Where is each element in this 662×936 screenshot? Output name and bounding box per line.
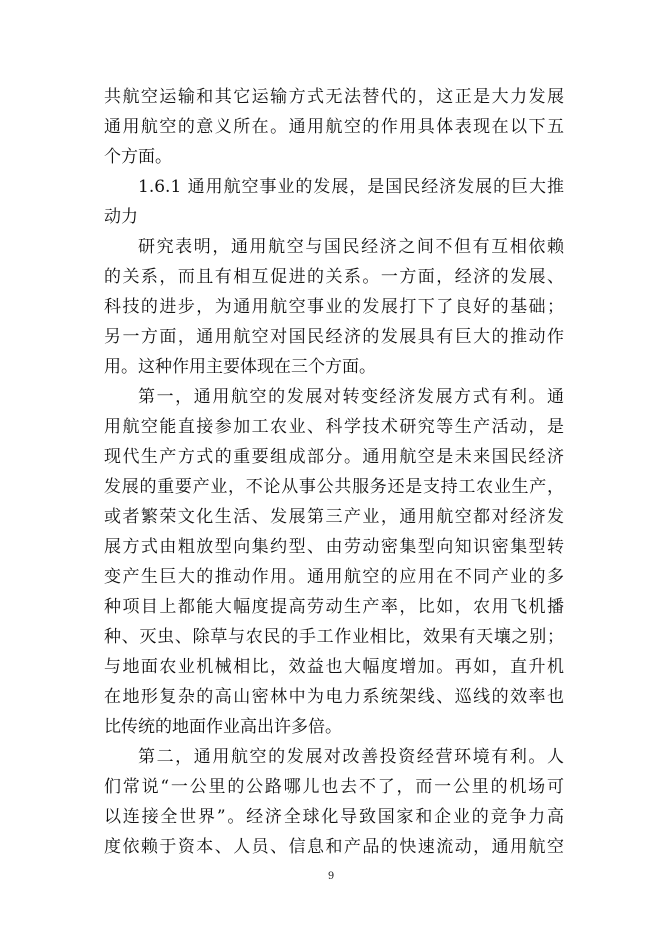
text-line: 与地面农业机械相比，效益也大幅度增加。再如，直升机 [104,657,564,677]
text-line: 通用航空的意义所在。通用航空的作用具体表现在以下五 [104,117,564,137]
text-line: 种、灭虫、除草与农民的手工作业相比，效果有天壤之别； [104,627,564,647]
text-line: 用航空能直接参加工农业、科学技术研究等生产活动，是 [104,417,564,437]
section-heading-line: 1.6.1 通用航空事业的发展，是国民经济发展的巨大推 [138,177,564,197]
section-heading-line: 动力 [104,207,138,227]
text-line: 或者繁荣文化生活、发展第三产业，通用航空都对经济发 [104,507,564,527]
text-line: 展方式由粗放型向集约型、由劳动密集型向知识密集型转 [104,537,564,557]
text-line: 用。这种作用主要体现在三个方面。 [104,357,376,377]
text-line: 现代生产方式的重要组成部分。通用航空是未来国民经济 [104,447,564,467]
text-line: 以连接全世界”。经济全球化导致国家和企业的竞争力高 [104,807,564,827]
text-line: 发展的重要产业，不论从事公共服务还是支持工农业生产， [104,477,564,497]
text-line: 科技的进步，为通用航空事业的发展打下了良好的基础； [104,297,564,317]
text-line: 共航空运输和其它运输方式无法替代的，这正是大力发展 [104,87,564,107]
text-line: 们常说“一公里的公路哪儿也去不了，而一公里的机场可 [104,777,564,797]
text-line: 比传统的地面作业高出许多倍。 [104,717,342,737]
text-line: 另一方面，通用航空对国民经济的发展具有巨大的推动作 [104,327,564,347]
text-line: 第二，通用航空的发展对改善投资经营环境有利。人 [138,747,564,767]
text-line: 种项目上都能大幅度提高劳动生产率，比如，农用飞机播 [104,597,564,617]
text-line: 在地形复杂的高山密林中为电力系统架线、巡线的效率也 [104,687,564,707]
text-line: 度依赖于资本、人员、信息和产品的快速流动，通用航空 [104,837,564,857]
text-line: 第一，通用航空的发展对转变经济发展方式有利。通 [138,387,564,407]
text-line: 变产生巨大的推动作用。通用航空的应用在不同产业的多 [104,567,564,587]
text-line: 个方面。 [104,147,172,167]
page-number: 9 [327,871,335,882]
text-line: 的关系，而且有相互促进的关系。一方面，经济的发展、 [104,267,564,287]
body-text [104,82,564,862]
text-line: 研究表明，通用航空与国民经济之间不但有互相依赖 [138,237,564,257]
